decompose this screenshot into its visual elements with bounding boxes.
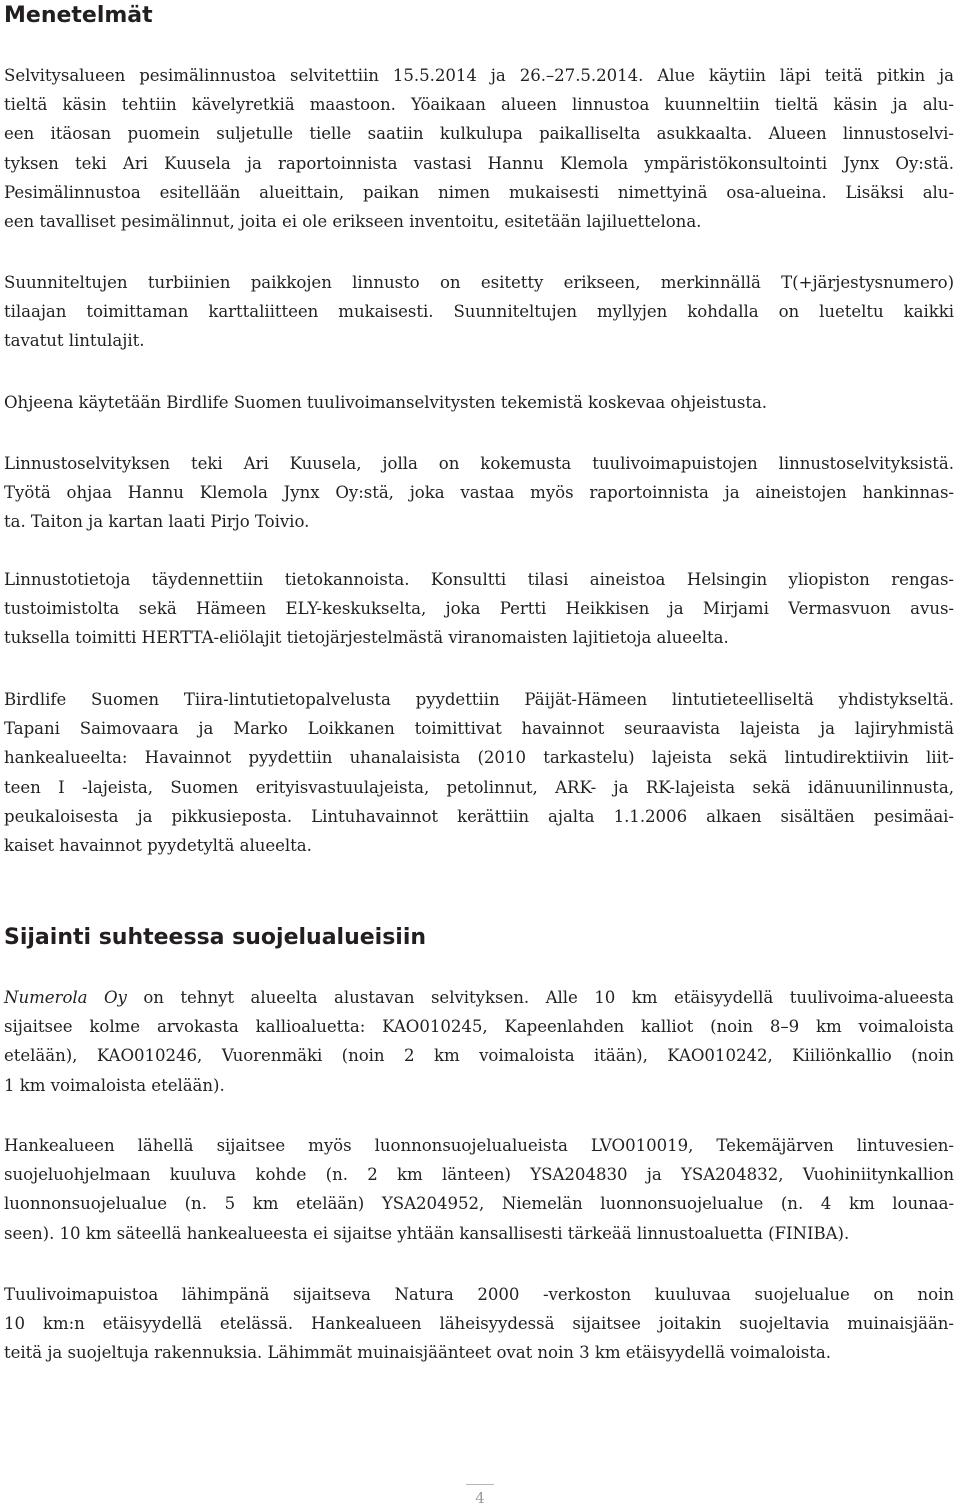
paragraph-survey-dates xyxy=(4,61,954,236)
text-line: tieltä käsin tehtiin kävelyretkiä maastoon. Yöaikaan alueen linnustoa kuunneltiin tieltä käsin ja alu- xyxy=(4,95,954,115)
text-line: Birdlife Suomen Tiira-lintutietopalvelusta pyydettiin Päijät-Hämeen lintutieteelliseltä yhdistykseltä. xyxy=(4,690,954,709)
text-line: luonnonsuojelualue (n. 5 km etelään) YSA204952, Niemelän luonnonsuojelualue (n. 4 km lounaa- xyxy=(4,1194,954,1214)
text-line: Linnustoselvityksen teki Ari Kuusela, jolla on kokemusta tuulivoimapuistojen linnustoselvityksistä. xyxy=(4,454,954,473)
text-line: Suunniteltujen turbiinien paikkojen linnusto on esitetty erikseen, merkinnällä T(+järjestysnumero) xyxy=(4,273,954,292)
text-line: etelään), KAO010246, Vuorenmäki (noin 2 km voimaloista itään), KAO010242, Kiiliönkallio (noin xyxy=(4,1046,954,1066)
section-title-sijainti: Sijainti suhteessa suojelualueisiin xyxy=(4,925,427,950)
paragraph-guidelines xyxy=(4,388,954,417)
text-line: Tapani Saimovaara ja Marko Loikkanen toimittivat havainnot seuraavista lajeista ja lajiryhmistä xyxy=(4,719,954,739)
text-line: sijaitsee kolme arvokasta kallioaluetta: KAO010245, Kapeenlahden kalliot (noin 8–9 km voimaloista xyxy=(4,1017,954,1037)
page-number: 4 xyxy=(466,1484,494,1507)
text-line: suojeluohjelmaan kuuluva kohde (n. 2 km länteen) YSA204830 ja YSA204832, Vuohiniitynkallion xyxy=(4,1165,954,1185)
paragraph-tiira xyxy=(4,685,954,860)
text-line: Tuulivoimapuistoa lähimpänä sijaitseva Natura 2000 -verkoston kuuluvaa suojelualue on noin xyxy=(4,1285,954,1304)
paragraph-authors xyxy=(4,449,954,537)
paragraph-turbine-sites xyxy=(4,268,954,356)
paragraph-natura xyxy=(4,1280,954,1368)
text-line-rest: on tehnyt alueelta alustavan selvityksen. Alle 10 km etäisyydellä tuulivoima-alueesta xyxy=(126,988,954,1007)
text-line xyxy=(4,983,954,1012)
text-line: peukaloisesta ja pikkusieposta. Lintuhavainnot kerättiin ajalta 1.1.2006 alkaen sisältäen pesimäai- xyxy=(4,806,954,826)
text-line: Työtä ohjaa Hannu Klemola Jynx Oy:stä, joka vastaa myös raportoinnista ja aineistojen hankinnas- xyxy=(4,483,954,503)
paragraph-rock-areas xyxy=(4,983,954,1100)
section-title-menetelmat: Menetelmät xyxy=(4,3,153,28)
text-line: seen). 10 km säteellä hankealueesta ei sijaitse yhtään kansallisesti tärkeää linnustoaluetta (FINIBA). xyxy=(4,1223,850,1243)
text-line: tustoimistolta sekä Hämeen ELY-keskukselta, joka Pertti Heikkisen ja Mirjami Vermasvuon avus- xyxy=(4,599,954,619)
text-line: teen I -lajeista, Suomen erityisvastuulajeista, petolinnut, ARK- ja RK-lajeista sekä idänuunilinnusta, xyxy=(4,777,954,797)
paragraph-databases xyxy=(4,565,954,653)
text-line: een tavalliset pesimälinnut, joita ei ole erikseen inventoitu, esitetään lajiluettelona. xyxy=(4,212,702,232)
text-line: hankealueelta: Havainnot pyydettiin uhanalaisista (2010 tarkastelu) lajeista sekä lintudirektiivin liit- xyxy=(4,748,954,768)
company-name-emphasis: Numerola Oy xyxy=(4,988,127,1007)
text-line: teitä ja suojeltuja rakennuksia. Lähimmät muinaisjäänteet ovat noin 3 km etäisyydellä voimaloista. xyxy=(4,1343,831,1363)
text-line: Selvitysalueen pesimälinnustoa selvitettiin 15.5.2014 ja 26.–27.5.2014. Alue käytiin läpi teitä pitkin ja xyxy=(4,66,954,85)
text-line: tavatut lintulajit. xyxy=(4,331,145,351)
text-line: 10 km:n etäisyydellä etelässä. Hankealueen läheisyydessä sijaitsee joitakin suojeltavia muinaisjään- xyxy=(4,1314,954,1334)
text-line: Hankealueen lähellä sijaitsee myös luonnonsuojelualueista LVO010019, Tekemäjärven lintuvesien- xyxy=(4,1136,954,1155)
paragraph-nature-reserves xyxy=(4,1131,954,1248)
text-line: een itäosan puomein suljetulle tielle saatiin kulkulupa paikalliselta asukkaalta. Alueen linnustoselvi- xyxy=(4,124,954,144)
text-line: ta. Taiton ja kartan laati Pirjo Toivio. xyxy=(4,512,310,532)
text-line: Ohjeena käytetään Birdlife Suomen tuulivoimanselvitysten tekemistä koskevaa ohjeistusta. xyxy=(4,393,768,412)
text-line: kaiset havainnot pyydetyltä alueelta. xyxy=(4,836,312,856)
text-line: tilaajan toimittaman karttaliitteen mukaisesti. Suunniteltujen myllyjen kohdalla on lueteltu kaikki xyxy=(4,302,954,322)
text-line: 1 km voimaloista etelään). xyxy=(4,1075,225,1095)
text-line: tuksella toimitti HERTTA-eliölajit tietojärjestelmästä viranomaisten lajitietoja alueelta. xyxy=(4,628,729,648)
text-line: Pesimälinnustoa esitellään alueittain, paikan nimen mukaisesti nimettyinä osa-alueina. Lisäksi alu- xyxy=(4,182,954,202)
text-line: tyksen teki Ari Kuusela ja raportoinnista vastasi Hannu Klemola ympäristökonsultointi Jynx Oy:stä. xyxy=(4,153,954,173)
text-line: Linnustotietoja täydennettiin tietokannoista. Konsultti tilasi aineistoa Helsingin yliopiston rengas- xyxy=(4,570,954,589)
